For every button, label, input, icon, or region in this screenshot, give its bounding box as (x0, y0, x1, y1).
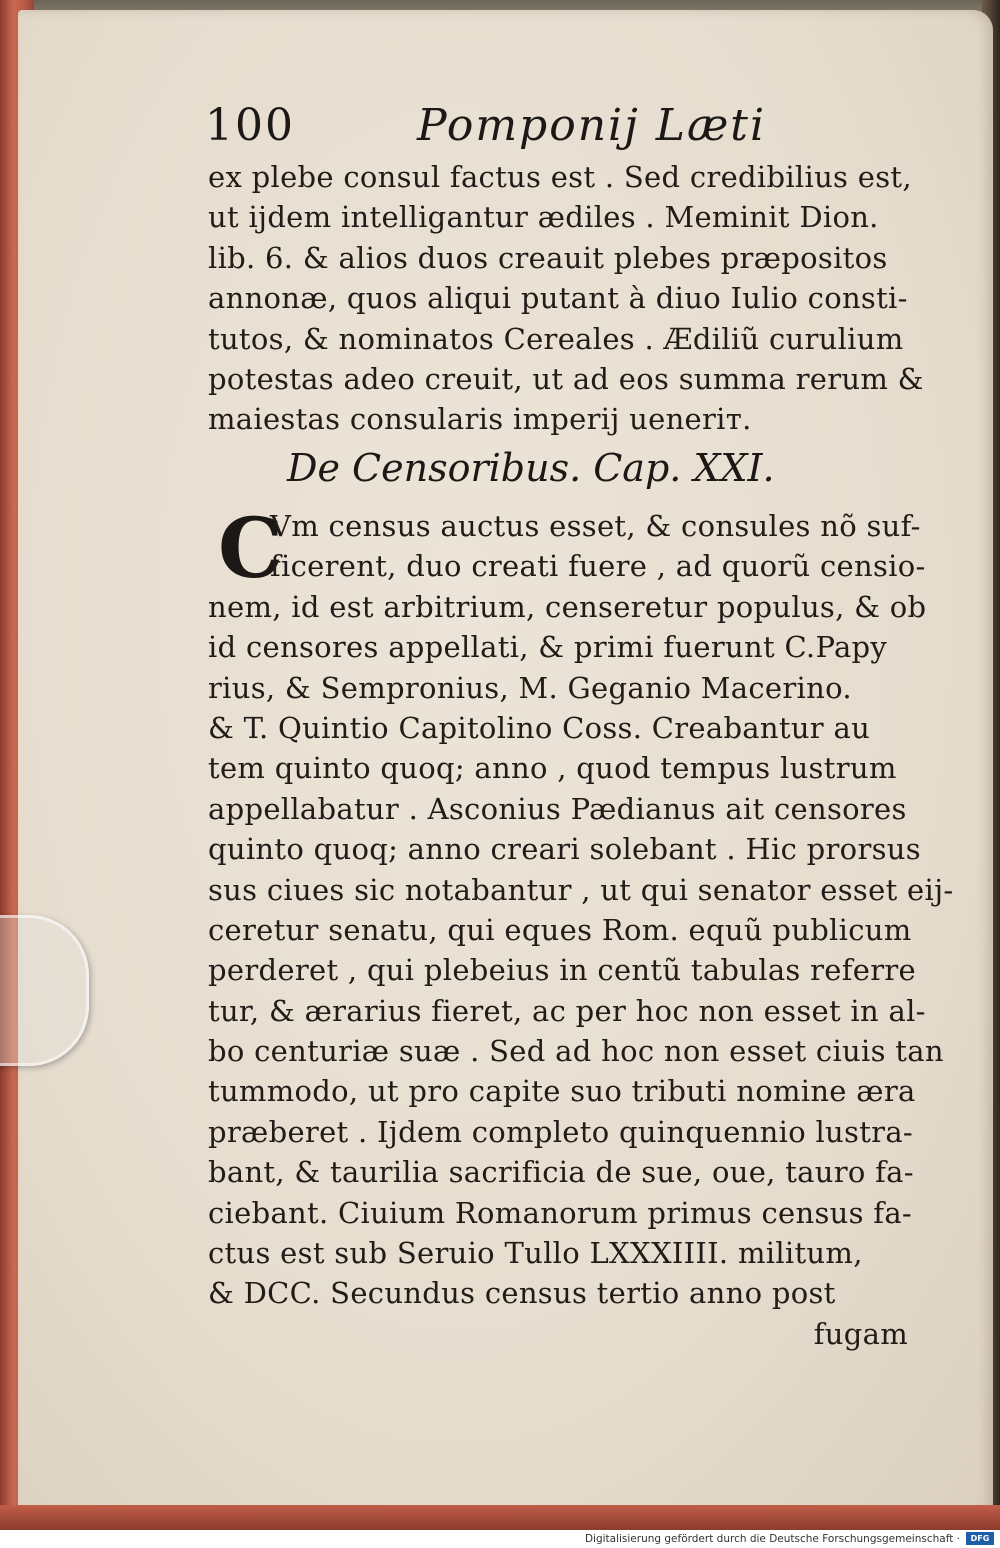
digitization-credit: Digitalisierung gefördert durch die Deutsche Forschungsgemeinschaft · (584, 1533, 960, 1545)
text-line: nem, id est arbitrium, censeretur populus, & ob (208, 589, 927, 624)
text-line: ut ijdem intelligantur ædiles . Meminit Dion. (208, 200, 879, 235)
page-header (205, 100, 805, 160)
text-line: & DCC. Secundus census tertio anno post (208, 1276, 836, 1311)
text-line: præberet . Ijdem completo quinquennio lustra- (208, 1114, 914, 1149)
text-line: sus ciues sic notabantur , ut qui senator esset eij- (208, 872, 954, 907)
text-line: rius, & Sempronius, M. Geganio Macerino. (208, 670, 852, 705)
text-line: tem quinto quoq; anno , quod tempus lustrum (208, 751, 897, 786)
text-line: ex plebe consul factus est . Sed credibilius est, (208, 160, 912, 194)
dfg-logo: DFG (966, 1532, 994, 1545)
digitization-footer (0, 1530, 1000, 1548)
text-line: ctus est sub Seruio Tullo LXXXIIII. militum, (208, 1236, 863, 1271)
text-line: id censores appellati, & primi fuerunt C.Papy (208, 630, 888, 665)
catchword: fugam (813, 1316, 908, 1351)
chapter-heading: De Censoribus. Cap. XXI. (287, 446, 775, 490)
text-line: Vm census auctus esset, & consules nõ suf- (270, 509, 921, 543)
text-block-2 (208, 501, 954, 1354)
text-line: ficerent, duo creati fuere , ad quorũ censio- (270, 549, 926, 584)
text-line: lib. 6. & alios duos creauit plebes præpositos (208, 240, 888, 275)
text-line: bo centuriæ suæ . Sed ad hoc non esset ciuis tan (208, 1034, 944, 1069)
text-line: ciebant. Ciuium Romanorum primus census fa- (208, 1195, 913, 1230)
text-block-1 (208, 157, 924, 440)
page-number: 100 (205, 100, 295, 151)
text-line: tur, & ærarius fieret, ac per hoc non esset in al- (208, 993, 926, 1028)
text-line: perderet , qui plebeius in centũ tabulas referre (208, 953, 917, 988)
book-bottom-edge (0, 1505, 1000, 1530)
text-line: & T. Quintio Capitolino Coss. Creabantur au (208, 710, 871, 745)
text-line: potestas adeo creuit, ut ad eos summa rerum & (208, 361, 924, 396)
text-line: appellabatur . Asconius Pædianus ait censores (208, 791, 907, 826)
text-line: tummodo, ut pro capite suo tributi nomine æra (208, 1074, 916, 1109)
running-title: Pomponij Læti (417, 100, 767, 151)
drop-capital: C (218, 501, 284, 597)
text-line: bant, & taurilia sacrificia de sue, oue, tauro fa- (208, 1155, 914, 1190)
text-line: annonæ, quos aliqui putant à diuo Iulio consti- (208, 281, 908, 316)
text-line: maiestas consularis imperij ueneriт. (208, 402, 752, 437)
text-line: tutos, & nominatos Cereales . Ædiliũ curulium (208, 321, 904, 356)
text-line: ceretur senatu, qui eques Rom. equũ publicum (208, 912, 912, 947)
page-clip (0, 915, 89, 1066)
text-line: quinto quoq; anno creari solebant . Hic prorsus (208, 832, 921, 867)
